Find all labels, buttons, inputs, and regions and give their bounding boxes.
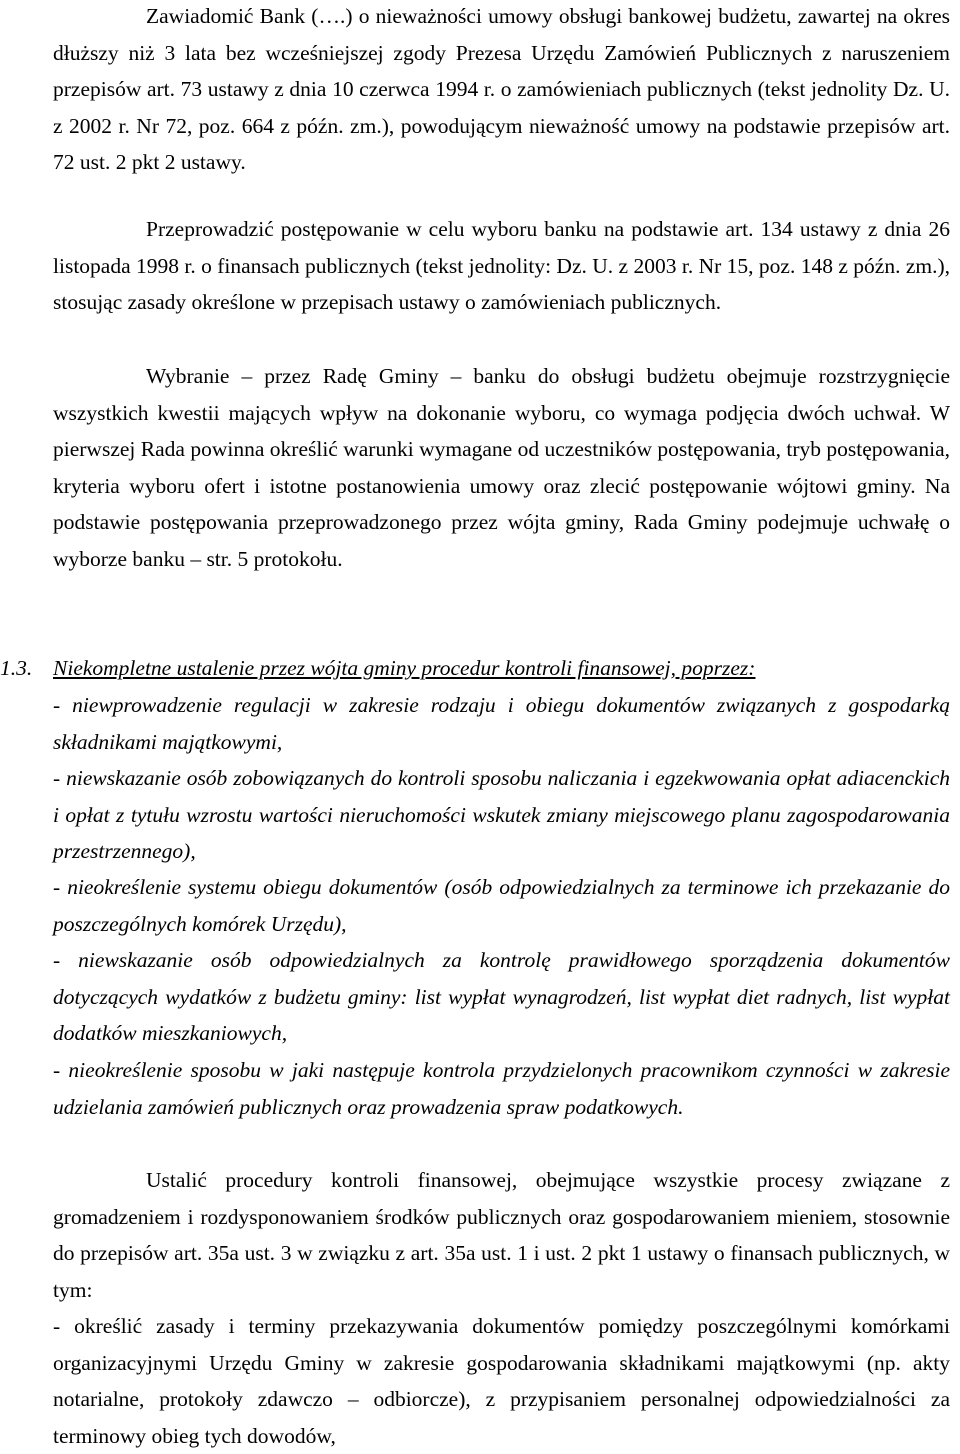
bullet-item: - nieokreślenie systemu obiegu dokumentów (osób odpowiedzialnych za terminowe ich przekazanie do poszczególnych komórek Urzędu), — [53, 875, 950, 936]
bullet-item: - niewskazanie osób zobowiązanych do kontroli sposobu naliczania i egzekwowania opłat adiacenckich i opłat z tytułu wzrostu wartości nieruchomości wskutek zmiany miejscowego planu zagospodarowania przestrzennego), — [53, 766, 950, 864]
paragraph-financial-control: Ustalić procedury kontroli finansowej, obejmujące wszystkie procesy związane z gromadzeniem i rozdysponowaniem środków publicznych oraz gospodarowaniem mieniem, stosownie do przepisów art. 35a ust. 3 w związku z art. 35a ust. 1 i ust. 2 pkt 1 ustawy o finansach publicznych, w tym: — [53, 1168, 950, 1302]
paragraph-bank-selection: Przeprowadzić postępowanie w celu wyboru banku na podstawie art. 134 ustawy z dnia 26 listopada 1998 r. o finansach publicznych (tekst jednolity: Dz. U. z 2003 r. Nr 15, poz. 148 z późn. zm.), stosując zasady określone w przepisach ustawy o zamówieniach publicznych. — [53, 217, 950, 315]
section-number: 1.3. — [0, 656, 33, 680]
bullet-item: - określić zasady i terminy przekazywania dokumentów pomiędzy poszczególnymi komórkami organizacyjnymi Urzędu Gminy w zakresie gospodarowania składnikami majątkowymi (np. akty notarialne, protokoły zdawczo – odbiorcze), z przypisaniem personalnej odpowiedzialności za terminowy obieg tych dowodów, — [53, 1314, 950, 1448]
bullet-item: - niewskazanie osób odpowiedzialnych za kontrolę prawidłowego sporządzenia dokumentów dotyczących wydatków z budżetu gminy: list wypłat wynagrodzeń, list wypłat diet radnych, list wypłat dodatków mieszkaniowych, — [53, 948, 950, 1046]
bullet-item: - niewprowadzenie regulacji w zakresie rodzaju i obiegu dokumentów związanych z gospodarką składnikami majątkowymi, — [53, 693, 950, 754]
bullet-item: - nieokreślenie sposobu w jaki następuje kontrola przydzielonych pracownikom czynności w zakresie udzielania zamówień publicznych oraz prowadzenia spraw podatkowych. — [53, 1058, 950, 1119]
paragraph-council-resolution: Wybranie – przez Radę Gminy – banku do obsługi budżetu obejmuje rozstrzygnięcie wszystkich kwestii mających wpływ na dokonanie wyboru, co wymaga podjęcia dwóch uchwał. W pierwszej Rada powinna określić warunki wymagane od uczestników postępowania, tryb postępowania, kryteria wyboru ofert i istotne postanowienia umowy oraz zlecić postępowanie wójtowi gminy. Na podstawie postępowania przeprowadzonego przez wójta gminy, Rada Gminy podejmuje uchwałę o wyborze banku – str. 5 protokołu. — [53, 364, 950, 571]
section-title: Niekompletne ustalenie przez wójta gminy procedur kontroli finansowej, poprzez: — [53, 656, 756, 680]
paragraph-bank-notice: Zawiadomić Bank (….) o nieważności umowy obsługi bankowej budżetu, zawartej na okres dłuższy niż 3 lata bez wcześniejszej zgody Prezesa Urzędu Zamówień Publicznych z naruszeniem przepisów art. 73 ustawy z dnia 10 czerwca 1994 r. o zamówieniach publicznych (tekst jednolity Dz. U. z 2002 r. Nr 72, poz. 664 z późn. zm.), powodującym nieważność umowy na podstawie przepisów art. 72 ust. 2 pkt 2 ustawy. — [53, 4, 950, 175]
